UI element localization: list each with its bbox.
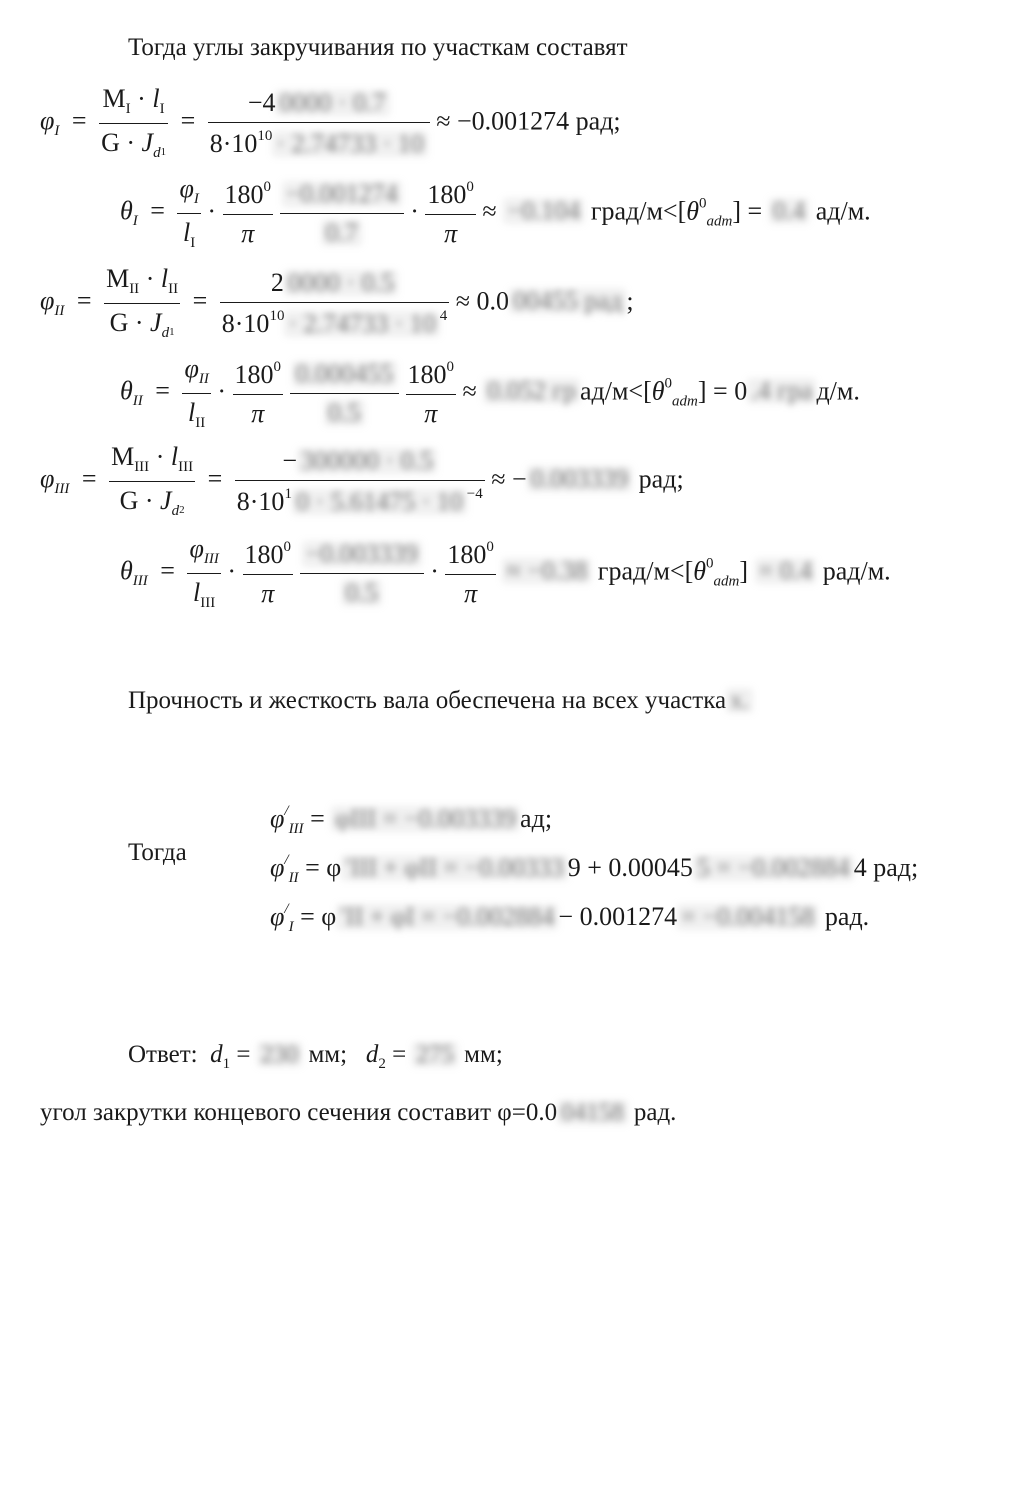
final-statement: угол закрутки концевого сечения составит φ=0.0 04158 рад. — [40, 1099, 677, 1126]
strength-statement: Прочность и жесткость вала обеспечена на всех участка х. — [128, 688, 753, 713]
phi1-result: ≈ −0.001274 рад; — [436, 106, 621, 136]
phi3-prime-line: $\varphi^/_{III} = \varphi III = -0.003339$ ад; — [270, 803, 553, 837]
phi2-prime-line: $\varphi^/_{II} = \varphi$ ′III + φII = −0.00333 9 + 0.00045 5 = −0.002884 4 рад; — [270, 852, 919, 886]
answer-line: Ответ: $d_1 = 230$ мм; $d_2 = 275$ мм; — [128, 1041, 503, 1072]
phi1-prime-line: $\varphi^/_I = \varphi$ ′II + φI = −0.002884 − 0.001274= −0.004158 рад. — [270, 901, 870, 935]
theta1-equation: $\theta_I$ = $\frac{\varphi_I}{l_I}$ · $\frac{180^0}{\pi}$ $\frac{-0.001274}{0.7}$ · $\frac{180^0}{\pi}$ ≈ −0.104 град/$м<[\theta^0_{adm}] = 0.4$ ад/м. — [120, 174, 871, 251]
phi3-equation: $\varphi_{III}$ = $\frac{M_{III} \cdot l_{III}}{G \cdot J_d2}$ = $\frac{- 300000 \cdot 0.5}{8\cdot 10^1 0 \cdot 5.61475 \cdot 10 ^{-4}}$ ≈ − 0.003339 рад; — [40, 442, 684, 519]
phi1-numeric-fraction: $\frac{-4 0000 \cdot 0.7}{8\cdot 10^{10}\cdot 2.74733 \cdot 10}$ — [208, 90, 430, 157]
phi2-equation: $\varphi_{II}$ = $\frac{M_{II} \cdot l_{II}}{G \cdot J_d1}$ = $\frac{2 0000 \cdot 0.5}{8\cdot 10^{10}\cdot 2.74733 \cdot 10 ^4}$ ≈ 0.0 00455 рад ; — [40, 264, 634, 341]
theta3-equation: $\theta_{III}$ = $\frac{\varphi_{III}}{l_{III}}$ · $\frac{180^0}{\pi}$ $\frac{-0.003339}{0.5}$ · $\frac{180^0}{\pi}$ ≈ −0.38 град/$м<[\theta^0_{adm}] = 0.4$ рад/м. — [120, 534, 891, 611]
phi1-symbolic-fraction: $\frac{M_I \cdot l_I}{G \cdot J_d1}$ — [101, 84, 167, 161]
phi1-equation: $\varphi_I$ = $\frac{M_I \cdot l_I}{G \cdot J_d1}$ = $\frac{-4 0000 \cdot 0.7}{8\cdot 10^{10}\cdot 2.74733 \cdot 10}$ ≈ −0.001274 рад; — [40, 84, 621, 161]
togda-label: Тогда — [128, 839, 187, 866]
theta2-equation: $\theta_{II}$ = $\frac{\varphi_{II}}{l_{II}}$ · $\frac{180^0}{\pi}$ $\frac{0.000455}{0.5}$ $\frac{180^0}{\pi}$ ≈ 0.052 гр $ад/м<[\theta^0_{adm}] = 0$ .4 гра д/м. — [120, 354, 860, 431]
phi1-lhs: $\varphi_I$ — [40, 106, 60, 140]
heading: Тогда углы закручивания по участкам составят — [128, 34, 628, 61]
